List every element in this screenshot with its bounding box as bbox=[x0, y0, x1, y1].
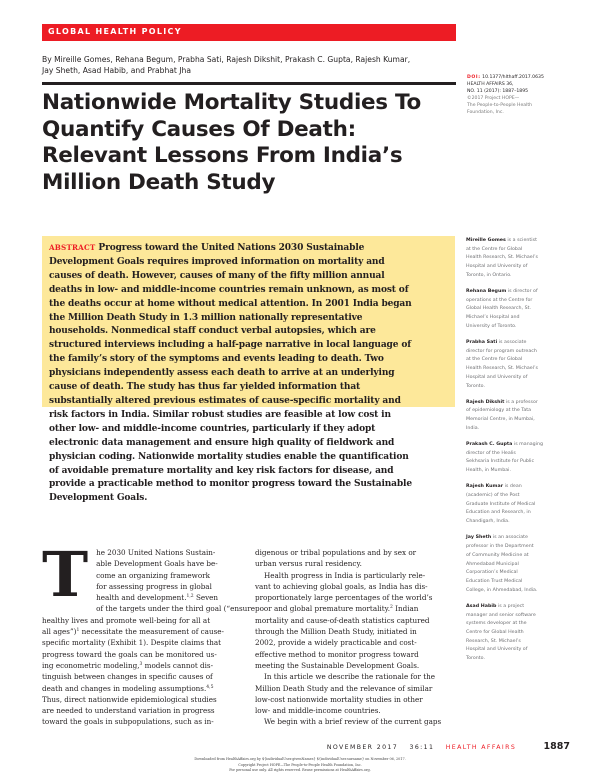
bio-author-name: Rehana Begum bbox=[466, 289, 507, 295]
author-byline bbox=[42, 54, 442, 76]
title-line: Quantify Causes Of Death: bbox=[42, 116, 356, 142]
abstract-line: physicians independently assess each death to arrive at an underlying bbox=[49, 368, 395, 379]
abstract-line: deaths in low- and middle-income countries remain unknown, as most of bbox=[49, 284, 409, 295]
bio-author-name: Rajesh Kumar bbox=[466, 484, 504, 490]
body-line: all ages”)$^1$ necessitate the measurement of cause- bbox=[42, 627, 224, 637]
body-line: come an organizing framework bbox=[96, 570, 210, 580]
page-folio bbox=[327, 741, 570, 752]
abstract-line: other low- and middle-income countries, particularly if they adopt bbox=[49, 423, 376, 434]
journal-name: HEALTH AFFAIRS bbox=[445, 744, 517, 751]
author-bio: Mireille Gomes is a scientist at the Centre for Global Health Research, St. Michael’s Hospital and University of Toronto, in Ontario. bbox=[466, 238, 538, 278]
volume-issue: 36:11 bbox=[409, 744, 435, 751]
abstract-line: substantially altered previous estimates of cause-specific mortality and bbox=[49, 395, 401, 406]
abstract-text bbox=[49, 241, 449, 506]
abstract-line: risk factors in India. Similar robust studies are feasible at low cost in bbox=[49, 409, 391, 420]
journal-issue-pages: NO. 11 (2017): 1887–1895 bbox=[467, 89, 529, 95]
body-column-1 bbox=[42, 538, 255, 728]
abstract-line: cause of death. The study has thus far yielded information that bbox=[49, 382, 361, 393]
abstract-box bbox=[42, 236, 455, 504]
body-line: toward the goals in subpopulations, such as in- bbox=[42, 717, 214, 727]
abstract-line: the deaths occur at home without medical attention. In 2001 India began bbox=[49, 298, 412, 309]
author-bios-sidebar bbox=[466, 237, 598, 671]
body-line: through the Million Death Study, initiated in bbox=[255, 627, 417, 637]
bio-author-name: Rajesh Dikshit bbox=[466, 399, 505, 405]
author-bio: Rehana Begum is director of operations at the Centre for Global Health Research, St. Michael’s Hospital and University of Toronto. bbox=[466, 289, 538, 329]
author-line: By Mireille Gomes, Rehana Begum, Prabha Sati, Rajesh Dikshit, Prakash C. Gupta, Rajesh Kumar, bbox=[42, 55, 411, 64]
body-line: 2002, provide a widely practicable and cost- bbox=[255, 638, 417, 648]
citation-ref[interactable]: 3 bbox=[139, 661, 143, 667]
abstract-line: physician coding. Nationwide mortality studies enable the quantification bbox=[49, 451, 409, 462]
body-line: of the targets under the third goal (“ensure bbox=[96, 604, 255, 614]
author-bio: Prakash C. Gupta is managing director of the Healis Sekhsaria Institute for Public Health, in Mumbai. bbox=[466, 442, 543, 474]
body-line: poor and global premature mortality.$^2$ Indian bbox=[255, 604, 419, 614]
body-line: health and development.$^{1,2}$ Seven bbox=[96, 593, 219, 603]
abstract-line: provide a practicable method to monitor progress toward the Sustainable bbox=[49, 479, 412, 490]
citation-ref[interactable]: 2 bbox=[389, 605, 393, 611]
body-line: effective method to monitor progress toward bbox=[255, 649, 419, 659]
author-bio: Rajesh Kumar is dean (academic) of the Post Graduate Institute of Medical Education and Research, in Chandigarh, India. bbox=[466, 484, 536, 525]
abstract-line: of avoidable premature mortality and key risk factors for disease, and bbox=[49, 465, 394, 476]
abstract-line: structured interviews including a half-page narrative in local language of bbox=[49, 340, 411, 351]
body-line: progress toward the goals can be monitored us- bbox=[42, 649, 217, 659]
citation-ref[interactable]: 1 bbox=[76, 628, 80, 634]
doi-label: DOI: bbox=[467, 75, 481, 80]
doi-link[interactable]: 10.1377/hlthaff.2017.0635 bbox=[482, 75, 544, 80]
body-line: low- and middle-income countries. bbox=[255, 706, 381, 716]
title-line: Million Death Study bbox=[42, 169, 276, 195]
bio-author-name: Jay Sheth bbox=[466, 535, 492, 541]
author-bio: Asad Habib is a project manager and senior software systems developer at the Centre for Global Health Research, St. Michael’s Hospital and University of Toronto. bbox=[466, 603, 536, 662]
abstract-line: the Million Death Study in 1.3 million nationally representative bbox=[49, 312, 363, 323]
body-line: vant to achieving global goals, as India has dis- bbox=[255, 581, 428, 591]
copyright-line: Foundation, Inc. bbox=[467, 110, 504, 116]
body-line: We begin with a brief review of the current gaps bbox=[264, 717, 442, 727]
title-line: Relevant Lessons From India’s bbox=[42, 143, 403, 168]
author-line: Jay Sheth, Asad Habib, and Prabhat Jha bbox=[42, 66, 192, 75]
body-line: digenous or tribal populations and by sex or bbox=[255, 548, 417, 557]
body-line: proportionately large percentages of the world’s bbox=[255, 593, 433, 603]
download-notice: Downloaded from HealthAffairs.org by ${individualUser.givenNames} ${individualUser.surname} on November 06, 2017. Copyright Project HOPE—The People-to-People Health Foundation, Inc. For personal use only. All rights reserved. Reuse permissions at HealthAffairs.org. bbox=[194, 757, 406, 772]
abstract-label: ABSTRACT bbox=[49, 243, 96, 252]
bio-author-name: Asad Habib bbox=[466, 603, 497, 609]
body-line: Million Death Study and the relevance of similar bbox=[255, 683, 433, 693]
bio-author-name: Mireille Gomes bbox=[466, 238, 506, 243]
abstract-line: households. Nonmedical staff conduct verbal autopsies, which are bbox=[49, 326, 376, 337]
body-column-2 bbox=[255, 547, 455, 728]
page-number: 1887 bbox=[543, 741, 570, 752]
body-line: meeting the Sustainable Development Goals. bbox=[255, 660, 420, 670]
citation-ref[interactable]: 1,2 bbox=[186, 594, 194, 600]
bio-author-name: Prakash C. Gupta bbox=[466, 442, 513, 448]
article-metadata bbox=[467, 74, 597, 117]
body-line: tinguish between changes in specific causes of bbox=[42, 672, 213, 682]
title-line: Nationwide Mortality Studies To bbox=[42, 90, 421, 115]
body-line: urban versus rural residency. bbox=[255, 559, 362, 569]
article-title bbox=[42, 90, 462, 196]
abstract-line: causes of death. However, causes of many of the fifty million annual bbox=[49, 270, 385, 281]
abstract-line: Progress toward the United Nations 2030 Sustainable bbox=[98, 243, 365, 253]
body-line: In this article we describe the rationale for the bbox=[264, 672, 435, 682]
body-line: specific mortality (Exhibit 1). Despite claims that bbox=[42, 638, 222, 648]
body-line: Thus, direct nationwide epidemiological studies bbox=[42, 694, 217, 704]
body-line: death and changes in modeling assumptions.$^{4,5}$ bbox=[42, 683, 214, 693]
body-line: low-cost nationwide mortality studies in other bbox=[255, 694, 423, 704]
copyright-line: ©2017 Project HOPE— bbox=[467, 96, 520, 102]
body-line: for assessing progress in global bbox=[96, 581, 212, 591]
abstract-line: Development Goals. bbox=[49, 493, 148, 504]
body-line: mortality and cause-of-death statistics captured bbox=[255, 615, 430, 625]
author-bio: Prabha Sati is associate director for program outreach at the Centre for Global Health Research, St. Michael’s Hospital and University of Toronto. bbox=[466, 340, 538, 389]
abstract-line: the family’s story of the symptoms and events leading to death. Two bbox=[49, 354, 384, 365]
body-line: he 2030 United Nations Sustain- bbox=[96, 548, 216, 557]
bio-author-name: Prabha Sati bbox=[466, 340, 498, 346]
issue-date: NOVEMBER 2017 bbox=[326, 744, 399, 751]
citation-ref[interactable]: 4,5 bbox=[206, 684, 214, 690]
body-line: healthy lives and promote well-being for all at bbox=[42, 615, 211, 625]
body-line: Health progress in India is particularly rele- bbox=[264, 570, 426, 580]
copyright-line: The People-to-People Health bbox=[467, 103, 533, 109]
section-header-bar bbox=[42, 24, 456, 41]
author-bio: Rajesh Dikshit is a professor of epidemiology at the Tata Memorial Centre, in Mumbai, India. bbox=[466, 399, 538, 431]
journal-volume: HEALTH AFFAIRS 36, bbox=[467, 82, 514, 88]
section-label: GLOBAL HEALTH POLICY bbox=[48, 27, 182, 36]
author-bio: Jay Sheth is an associate professor in the Department of Community Medicine at Ahmedabad Municipal Corporation’s Medical Education Trust Medical College, in Ahmedabad, India. bbox=[466, 535, 538, 593]
abstract-line: electronic data management and ensure high quality of fieldwork and bbox=[49, 437, 395, 448]
drop-cap: T bbox=[42, 538, 89, 611]
body-line: ing econometric modeling,$^3$ models cannot dis- bbox=[42, 660, 214, 670]
body-line: are needed to understand variation in progress bbox=[42, 706, 215, 716]
title-rule-divider bbox=[42, 82, 456, 85]
body-line: able Development Goals have be- bbox=[96, 559, 218, 569]
abstract-line: Development Goals requires improved information on mortality and bbox=[49, 256, 385, 267]
